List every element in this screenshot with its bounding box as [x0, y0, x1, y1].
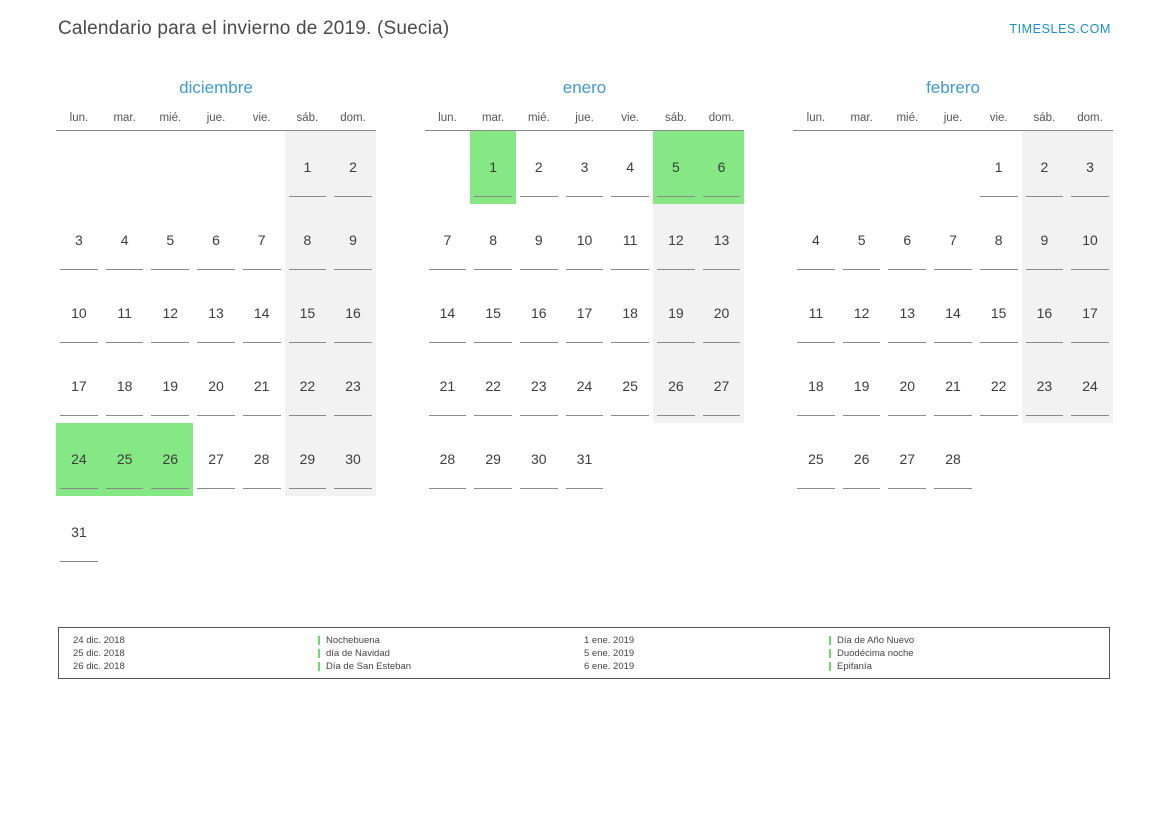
week-row [425, 131, 745, 205]
day-cell[interactable]: 17 [562, 277, 608, 350]
day-cell[interactable]: 6 [884, 204, 930, 277]
week-row [56, 277, 376, 350]
day-cell[interactable]: 16 [1022, 277, 1068, 350]
legend-label: Epifanía [837, 660, 872, 672]
legend-column-right [584, 634, 1095, 673]
day-cell[interactable]: 11 [793, 277, 839, 350]
day-cell[interactable]: 6 [193, 204, 239, 277]
day-cell[interactable]: 17 [1067, 277, 1113, 350]
weekday-header: sáb. [653, 112, 699, 131]
day-cell-empty [239, 131, 285, 205]
day-cell-empty [425, 131, 471, 205]
day-cell-holiday[interactable]: 24 [56, 423, 102, 496]
month-grid [425, 112, 745, 496]
day-cell[interactable]: 28 [425, 423, 471, 496]
day-cell[interactable]: 15 [470, 277, 516, 350]
day-cell[interactable]: 23 [516, 350, 562, 423]
day-cell[interactable]: 22 [285, 350, 331, 423]
legend-box [58, 627, 1110, 679]
weekday-header: mié. [516, 112, 562, 131]
day-cell-empty [976, 423, 1022, 496]
day-cell[interactable]: 30 [516, 423, 562, 496]
legend-item [73, 634, 584, 647]
weekday-header: sáb. [1022, 112, 1068, 131]
day-cell[interactable]: 3 [1067, 131, 1113, 205]
months-container [40, 78, 1129, 569]
month-grid [56, 112, 376, 569]
day-cell[interactable]: 10 [562, 204, 608, 277]
week-row [425, 350, 745, 423]
day-cell[interactable]: 23 [1022, 350, 1068, 423]
day-cell[interactable]: 26 [653, 350, 699, 423]
weekday-header: dom. [699, 112, 745, 131]
brand-link[interactable]: TIMESLES.COM [1009, 22, 1111, 36]
legend-label: día de Navidad [326, 647, 390, 659]
day-cell[interactable]: 9 [1022, 204, 1068, 277]
legend-item [73, 647, 584, 660]
day-cell[interactable]: 25 [607, 350, 653, 423]
day-cell[interactable]: 8 [285, 204, 331, 277]
week-row [56, 423, 376, 496]
week-row [425, 277, 745, 350]
day-cell[interactable]: 12 [653, 204, 699, 277]
day-cell-empty [147, 496, 193, 569]
weekday-header: jue. [193, 112, 239, 131]
day-cell[interactable]: 4 [607, 131, 653, 205]
day-cell[interactable]: 27 [193, 423, 239, 496]
day-cell[interactable]: 4 [793, 204, 839, 277]
day-cell[interactable]: 20 [193, 350, 239, 423]
week-row [56, 204, 376, 277]
month-name: febrero [926, 78, 980, 97]
page-header [58, 18, 1111, 50]
day-cell[interactable]: 7 [930, 204, 976, 277]
weekday-header: mar. [470, 112, 516, 131]
day-cell[interactable]: 11 [102, 277, 148, 350]
day-cell[interactable]: 12 [147, 277, 193, 350]
day-cell[interactable]: 9 [330, 204, 376, 277]
day-cell[interactable]: 1 [976, 131, 1022, 205]
day-cell[interactable]: 14 [239, 277, 285, 350]
day-cell-empty [1022, 423, 1068, 496]
day-cell-holiday[interactable]: 26 [147, 423, 193, 496]
day-cell[interactable]: 1 [285, 131, 331, 205]
day-cell[interactable]: 21 [239, 350, 285, 423]
day-cell[interactable]: 27 [884, 423, 930, 496]
week-row [793, 350, 1113, 423]
day-cell[interactable]: 3 [56, 204, 102, 277]
day-cell-empty [839, 131, 885, 205]
weekday-header: mié. [147, 112, 193, 131]
weekday-header: lun. [425, 112, 471, 131]
day-cell[interactable]: 7 [239, 204, 285, 277]
day-cell[interactable]: 25 [793, 423, 839, 496]
day-cell[interactable]: 12 [839, 277, 885, 350]
legend-date: 24 dic. 2018 [73, 634, 125, 646]
legend-color-swatch [318, 662, 320, 671]
day-cell[interactable]: 11 [607, 204, 653, 277]
legend-label: Duodécima noche [837, 647, 914, 659]
day-cell[interactable]: 20 [699, 277, 745, 350]
weekday-header: vie. [607, 112, 653, 131]
legend-date: 1 ene. 2019 [584, 634, 635, 646]
legend-color-swatch [318, 636, 320, 645]
day-cell[interactable]: 7 [425, 204, 471, 277]
week-row [793, 131, 1113, 205]
day-cell[interactable]: 29 [285, 423, 331, 496]
day-cell[interactable]: 19 [839, 350, 885, 423]
day-cell-empty [56, 131, 102, 205]
day-cell[interactable]: 13 [699, 204, 745, 277]
legend-item [584, 647, 1095, 660]
day-cell-empty [102, 496, 148, 569]
day-cell[interactable]: 17 [56, 350, 102, 423]
weekday-header: jue. [930, 112, 976, 131]
day-cell[interactable]: 29 [470, 423, 516, 496]
month-name: enero [562, 78, 607, 97]
day-cell[interactable]: 16 [516, 277, 562, 350]
day-cell[interactable]: 18 [793, 350, 839, 423]
day-cell[interactable]: 2 [516, 131, 562, 205]
day-cell[interactable]: 24 [1067, 350, 1113, 423]
weekday-header: lun. [56, 112, 102, 131]
legend-date: 5 ene. 2019 [584, 647, 635, 659]
day-cell[interactable]: 27 [699, 350, 745, 423]
day-cell-empty [699, 423, 745, 496]
day-cell[interactable]: 4 [102, 204, 148, 277]
legend-label: Día de San Esteban [326, 660, 412, 672]
day-cell[interactable]: 28 [239, 423, 285, 496]
week-row [56, 350, 376, 423]
week-row [793, 277, 1113, 350]
day-cell-empty [330, 496, 376, 569]
day-cell[interactable]: 19 [147, 350, 193, 423]
day-cell[interactable]: 30 [330, 423, 376, 496]
day-cell[interactable]: 26 [839, 423, 885, 496]
day-cell[interactable]: 31 [562, 423, 608, 496]
legend-item [584, 634, 1095, 647]
day-cell[interactable]: 13 [193, 277, 239, 350]
day-cell[interactable]: 5 [839, 204, 885, 277]
day-cell-holiday[interactable]: 25 [102, 423, 148, 496]
day-cell[interactable]: 10 [56, 277, 102, 350]
day-cell-empty [239, 496, 285, 569]
day-cell[interactable]: 18 [102, 350, 148, 423]
month-block [40, 78, 392, 569]
day-cell-empty [884, 131, 930, 205]
weekday-header: dom. [330, 112, 376, 131]
legend-item [584, 660, 1095, 673]
day-cell[interactable]: 22 [470, 350, 516, 423]
day-cell[interactable]: 16 [330, 277, 376, 350]
legend-date: 26 dic. 2018 [73, 660, 125, 672]
day-cell[interactable]: 3 [562, 131, 608, 205]
week-row [793, 423, 1113, 496]
day-cell[interactable]: 13 [884, 277, 930, 350]
day-cell[interactable]: 21 [930, 350, 976, 423]
day-cell[interactable]: 20 [884, 350, 930, 423]
legend-color-swatch [829, 636, 831, 645]
day-cell[interactable]: 8 [976, 204, 1022, 277]
week-row [425, 423, 745, 496]
day-cell[interactable]: 21 [425, 350, 471, 423]
day-cell[interactable]: 5 [147, 204, 193, 277]
week-row [425, 204, 745, 277]
week-row [56, 496, 376, 569]
day-cell[interactable]: 2 [1022, 131, 1068, 205]
legend-column-left [73, 634, 584, 673]
day-cell-holiday[interactable]: 1 [470, 131, 516, 205]
week-row [56, 131, 376, 205]
weekday-header: mar. [102, 112, 148, 131]
month-name: diciembre [179, 78, 253, 97]
day-cell[interactable]: 15 [976, 277, 1022, 350]
day-cell-holiday[interactable]: 6 [699, 131, 745, 205]
day-cell-empty [147, 131, 193, 205]
legend-color-swatch [829, 649, 831, 658]
day-cell-empty [193, 496, 239, 569]
week-row [793, 204, 1113, 277]
day-cell-empty [285, 496, 331, 569]
day-cell-empty [1067, 423, 1113, 496]
day-cell-empty [930, 131, 976, 205]
legend-label: Nochebuena [326, 634, 380, 646]
legend-label: Día de Año Nuevo [837, 634, 915, 646]
day-cell[interactable]: 10 [1067, 204, 1113, 277]
month-block [777, 78, 1129, 569]
month-block [409, 78, 761, 569]
page-title: Calendario para el invierno de 2019. (Suecia) [58, 18, 450, 39]
day-cell[interactable]: 31 [56, 496, 102, 569]
legend-date: 25 dic. 2018 [73, 647, 125, 659]
legend-color-swatch [318, 649, 320, 658]
day-cell[interactable]: 9 [516, 204, 562, 277]
legend-color-swatch [829, 662, 831, 671]
day-cell-empty [793, 131, 839, 205]
day-cell[interactable]: 24 [562, 350, 608, 423]
day-cell-holiday[interactable]: 5 [653, 131, 699, 205]
weekday-header: vie. [976, 112, 1022, 131]
weekday-header: lun. [793, 112, 839, 131]
weekday-header: mié. [884, 112, 930, 131]
day-cell-empty [102, 131, 148, 205]
month-grid [793, 112, 1113, 496]
day-cell[interactable]: 22 [976, 350, 1022, 423]
day-cell[interactable]: 15 [285, 277, 331, 350]
day-cell[interactable]: 19 [653, 277, 699, 350]
day-cell[interactable]: 18 [607, 277, 653, 350]
legend-item [73, 660, 584, 673]
day-cell-empty [193, 131, 239, 205]
day-cell[interactable]: 14 [930, 277, 976, 350]
day-cell[interactable]: 23 [330, 350, 376, 423]
weekday-header: dom. [1067, 112, 1113, 131]
legend-date: 6 ene. 2019 [584, 660, 635, 672]
weekday-header: vie. [239, 112, 285, 131]
weekday-header: sáb. [285, 112, 331, 131]
day-cell-empty [653, 423, 699, 496]
day-cell-empty [607, 423, 653, 496]
day-cell[interactable]: 28 [930, 423, 976, 496]
weekday-header: mar. [839, 112, 885, 131]
day-cell[interactable]: 14 [425, 277, 471, 350]
weekday-header: jue. [562, 112, 608, 131]
day-cell[interactable]: 2 [330, 131, 376, 205]
day-cell[interactable]: 8 [470, 204, 516, 277]
